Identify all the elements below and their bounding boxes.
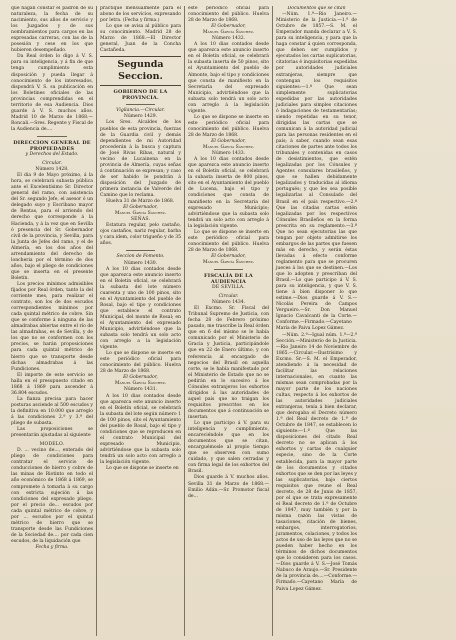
paragraph: Da Real órden lo digo á V. S. para su inteligencia, y á fin de que tenga cumplimiento esta disposición y pueda llegar á conocimiento de los interesados, dispondrá V. S. su publicación en los Boletines oficiales de las provincias comprendidas en el territorio de esa Audiencia. Dios guarde á V. S. muchos años. Madrid 10 de Marzo de 1868.— Roncali.—Sres. Regente y Fiscal de la Audiencia de....	[11, 54, 93, 132]
divider	[37, 136, 67, 137]
circular-label: Circular.	[218, 294, 239, 300]
model-heading: MODELO.	[39, 442, 65, 448]
section-heading: Documentos que se citan	[287, 6, 346, 11]
paragraph: D. ... vecino de..., enterado del pliego de condiciones para contratar el servicio de conducciones de hierro y cobre de las minas de Riotinto en todo el año económico de 1868 á 1869, se compromete á tomarla á su cargo con estricta sujeción á las condiciones del expresado pliego, por el precio de... escudos por cada quintal métrico de cobre, y por ... escudos por el quintal métrico de hierro que se transporte desde las Fundiciones de la Sociedad de.... por cada cien escudos, de la liquidación que	[11, 448, 93, 544]
notice-number: Número 1428.	[35, 167, 69, 173]
section-heading: GOBIERNO DE LA PROVINCIA.	[113, 89, 168, 102]
signature-title: El Gobernador,	[123, 375, 158, 381]
notice-number: Número 1429.	[123, 114, 158, 120]
paragraph: Lo que se dispone se inserte en	[106, 466, 179, 472]
date-line: Huelva 31 de Marzo de 1868.	[106, 199, 175, 205]
paragraph: que hagan constar el padrón de su naturaleza, la fecha de su nacimiento, sus años de servicio y los Juzgados y de sus nombramientos para cargos en las expresadas carreras, con las de la posesión y cese en los que hubieren desempeñado.	[11, 6, 93, 54]
section-subheading: DE SEVILLA.	[212, 285, 245, 291]
notice-number: Número 1434.	[211, 300, 246, 306]
paragraph: practique mensualmente para el abono de los servicios, expresando por letra. (Fecha y firma.)	[100, 6, 181, 24]
paragraph: Los precios mínimos admisibles fijados por Real órden, tanto la del corriente mes, para realizar el contrato, son los de dos escudos correspondientes mínimos por cada quintal métrico de cobre. Sin que se conforme á ninguna de las almadrabas abiertas entre el río de las almadrabas, es de Sevilla, y de los que no se conformen con los precios, se harán proposiciones para cada quintal métrico de hierro que se transporte desde dichas almadrabas á las Fundiciones.	[11, 281, 93, 372]
divider	[126, 104, 155, 105]
paragraph: —Núm. 2.ª—Igual núm. 1.ª—2.ª Sección.—Ministerio de la Justicia.—Rio Janeiro 14 de Noviembre de 1865.—Circular.—Ilustrísimo y Excmo. Sr.—S. M. el Emperador, atendiendo á la necesidad de facilitar las relaciones internacionales, en cuanto las mismas sean comprobadas por la mayor parte de los naciones cultas, respecto á los exhortos de las autoridades judiciales extranjeras, tenía á bien declarar, que derogaba el Decreto número 1.ª del Real decreto de 1.ª de Octubre de 1847, se establecen lo siguiente:—1.º Que las disposiciones del citado Real decreto no se aplican á los exhortos y cartas de cualquier especie, sino de la Corte establecida, para la mayor parte de los documentos y citados exhortos que se den por las leyes y las suplicatorias, bajo ciertos requisitos que reune el Real decreto, de 28 de Junio de 1857, por el que se trata expresamente el Real decreto de 1.ª de Octubre de 1847, muy también y por la misma razón las vistas de tasaciones, citación de bienes, embargos, interrogatorios, juramentos, colaciones, y todos los actos de uso de las leyes que no se pueden haber hecho en los términos de dichos documentos que lo consideren para los casos.—Dios guarde á V. S.—José Tomás Nabuco de Araujo.—Sr. Presidente de la provincia de....—Conforme.—Firmado.—Cayetano María de Paiva Lopez Gámez.	[276, 332, 357, 592]
section-subheading: y Derechos del Estado.	[25, 151, 79, 157]
paragraph: El Excmo. Sr. Fiscal del Tribunal Supremo de Justicia, con fecha 28 de Febrero próximo pasado, me trascribe la Real órden que en 6 del mismo se le había comunicado por el Ministerio de Gracia y Justicia, participándole que en 22 de Enero último, y con referencia al encargado de negocios del Brasil en aquella corte, se le había manifestado por el Ministerio de Estado que no se pedirán en lo sucesivo á los Cónsules extranjeros los exhortos dirigidos á las autoridades de aquel país que no traigan los requisitos prescritos en los documentos que á continuación se insertan.	[188, 306, 269, 420]
signature-title: El Gobernador,	[211, 24, 246, 30]
paragraph: La fianza precisa para hacer posturas asciende al 500 escudos y la definitiva en 10.000 que arreglo á las condiciones 2.ª y 3.ª del pliego de subasta.	[11, 396, 93, 427]
paragraph: A los 10 dias contados desde que aparezca este anuncio inserto en el Boletín oficial, se celebrará la subasta inserta de 800 pinos, sito en el Ayuntamiento del pueblo de Lucena, bajo el tipo y condiciones que consta de manifiesto en la Secretaría del expresado Municipio; advirtiéndose que la subasta solo tendrá un solo acto con arreglo á la legislación vigente.	[188, 157, 269, 229]
paragraph: El dia 9 de Mayo próximo, á la hora, se celebrará subasta pública ante el Excelentísimo Sr. Director general del ramo, con asistencia del Sr. segundo Jefe, el asesor ó un delegado suyo y Escribano mayor de Rentas, para el arriendo del derecho que corresponde á la Hacienda, y á la vez que en Sevilla ó presencia del Sr. Gobernador civil de la provincia, y Sevilla, para la Junta de Jefes del ramo, y el de Almería, en los dos años del arrendamiento del derecho de loncheria por el término de dos años, bajo el pliego de condiciones que se inserta en el presente Boletín.	[11, 173, 93, 281]
signature-title: El Gobernador,	[211, 139, 246, 145]
signature-name: Manuel García Sánchez.	[202, 259, 255, 265]
signature-line: Fecha y firma.	[35, 544, 69, 550]
paragraph: A los 10 dias contados desde que aparezca este anuncio inserto en el Boletín oficial, se celebrará la subasta inserta de 50 pinos, sito el Ayuntamiento del pueblo de Almonte, bajo el tipo y condiciones que consta de manifiesto en la Secretaría del expresado Municipio, advirtiéndose que la subasta solo tendrá un solo acto con arreglo á la legislación vigente.	[188, 42, 269, 114]
paragraph: este periódico oficial para conocimiento del público. Huelva 28 de Marzo de 1868.	[188, 6, 269, 24]
section-heading: FISCALÍA DE LA AUDIENCIA	[204, 273, 253, 286]
paragraph: Lo que se dispone se inserte en este periódico oficial para conocimiento del público. Huelva 28 de Marzo de 1868.	[188, 114, 269, 138]
paragraph: Los Sres. Alcaldes de los pueblos de esta provincia, fuerzas de la Guardia civil y demás dependientes de mi Autoridad procederán á la busca y captura de José Rivas Ribas, natural y vecino de Lucainena en la provincia de Almería, cuyas señas á continuación se expresan; y caso de ser habido le pondrán á disposición del Juzgado de primera instancia de Valverde del Camino que lo reclama.	[100, 120, 181, 199]
notice-number: Número 1432.	[211, 36, 246, 42]
signature-name: Manuel García Sánchez.	[202, 30, 255, 36]
column-4	[272, 6, 360, 636]
paragraph: Dios guarde á V. muchos años. Sevilla 31 de Marzo de 1868.—Emilio Adán.—Sr. Promotor fiscal de...	[188, 475, 269, 499]
paragraph: Estatura regular, pelo castaño, ojos castaños, nariz regular, barba y cara idem, color trigueño y de 35 años.	[100, 223, 181, 247]
column-3	[184, 6, 272, 636]
features-heading: SEÑAS.	[130, 217, 151, 223]
paragraph: Las proposiciones se presentarán ajustadas al siguiente	[11, 427, 93, 439]
signature-title: El Gobernador,	[123, 205, 158, 211]
paragraph: Lo que se dispone se inserte en este periódico oficial para conocimiento del público. Huelva 28 de Marzo de 1868.	[100, 351, 181, 375]
divider	[126, 250, 155, 251]
column-2	[96, 6, 184, 636]
paragraph: El importe de este servicio se halla en el presupuesto citado en 1868 á 1869 para ascender á 36.804 escudos.	[11, 372, 93, 396]
section-subheading: Seccion de Fomento.	[116, 254, 165, 260]
notice-number: Número 1431.	[123, 387, 158, 393]
signature-name: Manuel García Sánchez.	[202, 145, 255, 151]
signature-name: Manuel García Sánchez.	[114, 211, 167, 217]
paragraph: A los 10 dias contados desde que aparezca este anuncio inserto en el Boletín oficial, se celebrará la subasta del lote según número 1 de 100 pinos, sito el Ayuntamiento del pueblo de Rosal, bajo el tipo y condiciones que se reproducen en el contrato Municipal del expresado Municipio, advirtiéndose que la subasta solo tendrá un solo acto con arreglo a la legislación vigente.	[100, 393, 181, 466]
notice-number: Número 1433.	[211, 151, 246, 157]
paragraph: A los 10 dias contados desde que aparezca este anuncio inserto en el Boletín oficial, se celebrará la subasta del lote número cuarenta y uno de 100 pinos, sito en el Ayuntamiento del pueblo de Rosal, bajo el tipo y condiciones que establece el contrato Municipal, del monte de Rosal; en el Ayuntamiento del expresado Municipio, advirtiéndose que la subasta solo tendrá un solo acto con arreglo a la legislación vigente.	[100, 266, 181, 351]
notice-number: Número 1430.	[123, 260, 158, 266]
column-1	[8, 6, 96, 636]
paragraph: Lo que se avisa al público para su conocimiento. Madrid 28 de Marzo de 1868.—El Director general, Juan de la Concha Castañeda.	[100, 24, 181, 54]
circular-label: Circular.	[42, 161, 62, 167]
section-heading: DIRECCION GENERAL DE PROPIEDADES	[13, 139, 91, 152]
signature-title: El Gobernador,	[211, 253, 246, 259]
paragraph: —Núm. 1.ª—Rio Janeiro.—Ministerio de la Justicia.—1.ª de Octubre de 1857.—S. M. el Emperador manda declarar a V. S. para su inteligencia, y para que la haga constar á quien corresponda, que deben ser cumplidos y ejecutados los cartas suplicatorias, citatorias é inquisitorias expedidas por autoridades judiciales extranjeras, siempre que contengan los requisitos siguientes:—1.º Que sean simplemente suplicatorias expedidas por las autoridades judiciales para simples citaciones ó indagaciones de testamentarías; siendo repetidas en su tenor, dirigidas las cartas que se comunican á la autoridad judicial para las personas residentes en el país; á saber, cuando sean esas citaciones de partes ante todos los tribunales y contenidas en casos de desistimientos, que estén legalizadas por los Cónsules y Agentes consulares brasileños, y que se hallen debidamente legalizados y traducidas al idioma portugués; y que les sea posible legalizarlas al Consulado del Brasil en el país respectivo.—2.º Que las citadas cartas estén legalizadas por los respectivos Cónsules Brasileños en la forma prescrita en su reglamento.—3.º Que no sean ejecutorias las que tengan por objeto admitirse los embargos de las partes que fuesen más en derecho, y serán éstas llevadas á efecto conforme reglamento para que se procuren jueces á los que se destinen.—Los que lo adopten y prescriban del Brasil.—Lo que participo á V. S. para su inteligencia, y que V. S. tiene á bien disponer lo que estime.—Dios guarde á V. S.—Nicolás Pereira de Campos Vergueiro.—Sr. Don Manuel Ignacio Cavalcanti de la Corte.—Conforme.—Firmado.—Cayetano María de Paiva Lopez Gámez.	[276, 12, 357, 332]
signature-name: Manuel García Sánchez.	[114, 381, 167, 387]
circular-label: Vigilancia.—Circular.	[116, 108, 165, 114]
paragraph: Lo que participo á V. para su inteligencia y cumplimiento, encareciéndole que en los documentos que se citan, encarguémosle al propio tiempo que se observen con sumo cuidado, y que salen cerradas y con firma legal de los exhortos del Brasil.	[188, 421, 269, 475]
divider	[214, 269, 243, 270]
section-title: Segunda Seccion.	[100, 56, 181, 86]
paragraph: Lo que se dispone se inserte en este periódico oficial para conocimiento del público. Huelva 28 de Marzo de 1868.	[188, 229, 269, 253]
